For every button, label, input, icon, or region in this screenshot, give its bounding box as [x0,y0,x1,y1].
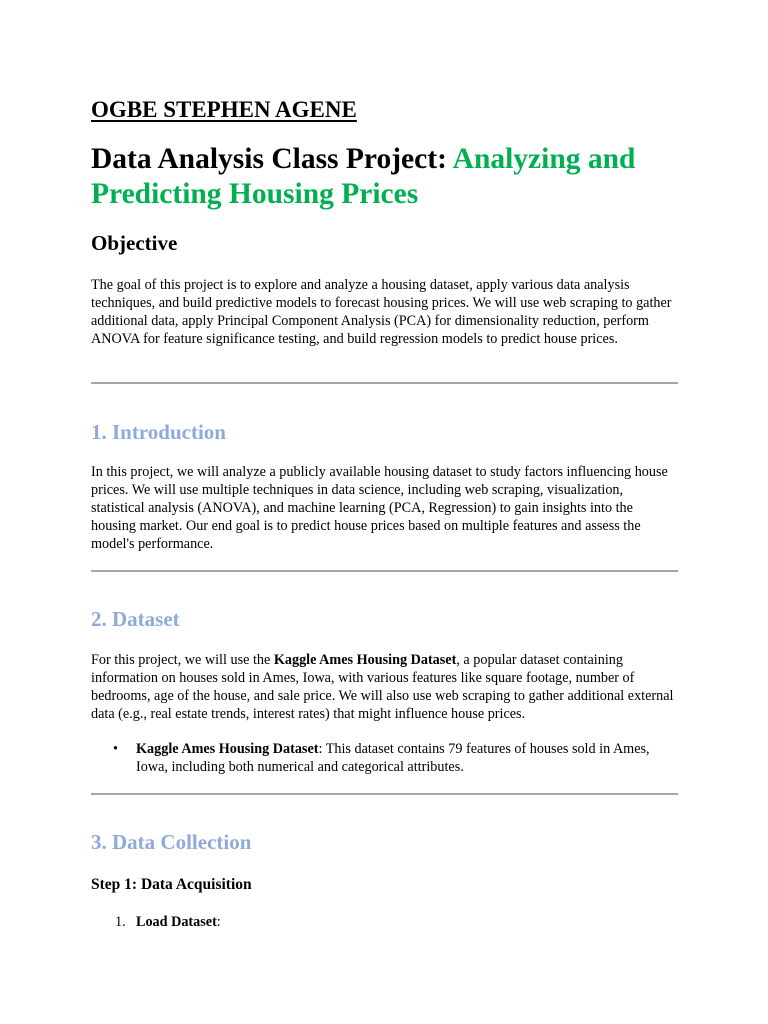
bullet-text [136,740,656,776]
list-item-bold: Load Dataset [136,914,217,930]
bullet-description: : This dataset contains 79 features of houses sold in Ames, Iowa, including both numerical and categorical attributes. [136,741,650,775]
dataset-text-before: For this project, we will use the [91,652,274,668]
data-collection-heading: 3. Data Collection [91,830,252,854]
section-divider [91,793,678,795]
author-name: OGBE STEPHEN AGENE [91,97,357,122]
step-heading: Step 1: Data Acquisition [91,876,252,893]
list-item-suffix: : [216,914,221,930]
title-highlight: Analyzing and Predicting Housing Prices [91,143,636,210]
dataset-heading: 2. Dataset [91,607,180,631]
objective-heading: Objective [91,231,178,255]
section-divider [91,382,678,384]
title-prefix: Data Analysis Class Project: [91,143,453,175]
bullet-icon: • [113,741,118,757]
dataset-text-after: , a popular dataset containing information on houses sold in Ames, Iowa, with various features like square footage, number of bedrooms, age of the house, and sale price. We will also use web scraping to gather additional external data (e.g., real estate trends, interest rates) that might influence house prices. [91,652,674,722]
section-divider [91,570,678,572]
introduction-paragraph: In this project, we will analyze a publicly available housing dataset to study factors influencing house prices. We will use multiple techniques in data science, including web scraping, visualization, statistical analysis (ANOVA), and machine learning (PCA, Regression) to gain insights into the housing market. Our end goal is to predict house prices based on multiple features and assess the model's performance. [91,464,668,552]
introduction-heading: 1. Introduction [91,420,226,444]
objective-paragraph: The goal of this project is to explore and analyze a housing dataset, apply various data analysis techniques, and build predictive models to forecast housing prices. We will use web scraping to gather additional data, apply Principal Component Analysis (PCA) for dimensionality reduction, perform ANOVA for feature significance testing, and build regression models to predict house prices. [91,277,672,347]
dataset-paragraph [91,651,679,723]
document-title [91,142,679,212]
list-item-text [136,913,221,931]
bullet-bold: Kaggle Ames Housing Dataset [136,741,319,757]
dataset-name-bold: Kaggle Ames Housing Dataset [273,652,457,668]
list-number: 1. [115,914,126,930]
